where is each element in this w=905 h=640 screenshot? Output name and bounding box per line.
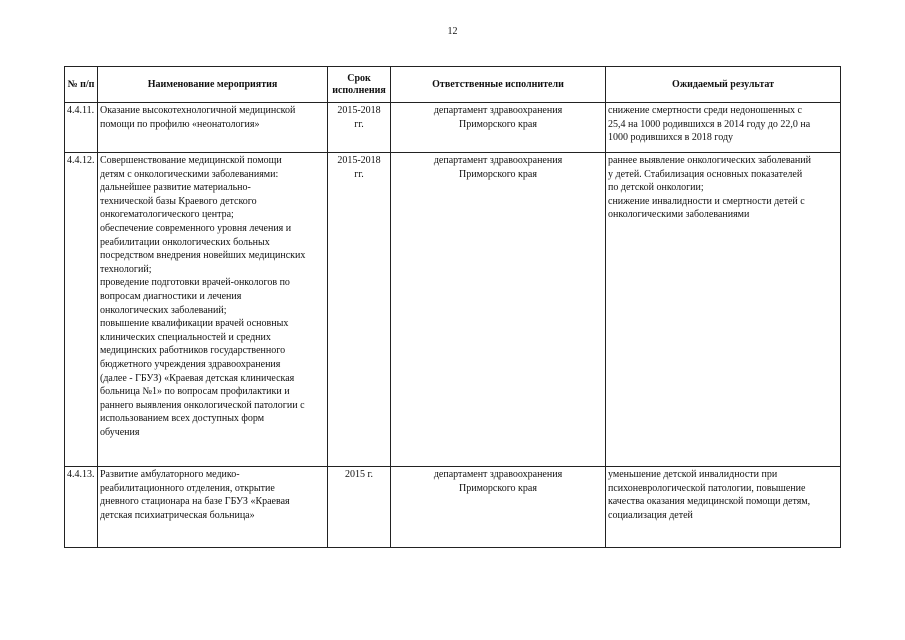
name-line: Развитие амбулаторного медико- [100, 469, 240, 480]
row-name [98, 103, 328, 153]
name-line: обеспечение современного уровня лечения и [100, 222, 292, 234]
row-term [328, 467, 391, 548]
name-line: (далее - ГБУЗ) «Краевая детская клиническая [100, 372, 295, 384]
result-line: 1000 родившихся в 2018 году [608, 132, 734, 144]
name-line: проведение подготовки врачей-онкологов по [100, 277, 290, 289]
table-header-row [65, 67, 841, 103]
row-responsible [391, 153, 606, 467]
measures-table [64, 66, 841, 548]
term-line: гг. [354, 168, 364, 180]
name-line: детям с онкологическими заболеваниями: [100, 168, 279, 180]
result-line: онкологическими заболеваниями [608, 209, 750, 221]
table-row [65, 103, 841, 153]
row-responsible [391, 467, 606, 548]
name-line: медицинских работников государственного [100, 345, 286, 357]
term-line: 2015 г. [345, 469, 373, 480]
resp-line: департамент здравоохранения [433, 469, 563, 480]
result-line: по детской онкологии; [608, 182, 704, 194]
name-line: детская психиатрическая больница» [100, 509, 255, 521]
name-line: технической базы Краевого детского [100, 195, 257, 207]
name-line: клинических специальностей и средних [100, 331, 271, 343]
row-term [328, 153, 391, 467]
name-line: реабилитации онкологических больных [100, 236, 270, 248]
name-line: посредством внедрения новейших медицинских [100, 250, 306, 262]
row-responsible [391, 103, 606, 153]
name-line: онкологических заболеваний; [100, 304, 227, 316]
resp-line: Приморского края [459, 118, 537, 130]
result-line: социализация детей [608, 509, 693, 521]
term-line: 2015-2018 [337, 105, 381, 116]
name-line: дневного стационара на базе ГБУЗ «Краевая [100, 496, 290, 508]
row-num: 4.4.11. [65, 103, 98, 153]
resp-line: департамент здравоохранения [433, 155, 563, 166]
header-term-line1: Срок [347, 72, 371, 84]
table-row [65, 153, 841, 467]
name-line: онкогематологического центра; [100, 209, 234, 221]
name-line: бюджетного учреждения здравоохранения [100, 358, 281, 370]
name-line: помощи по профилю «неонатология» [100, 118, 260, 130]
row-result [606, 153, 841, 467]
row-num: 4.4.12. [65, 153, 98, 467]
name-line: дальнейшее развитие материально- [100, 182, 251, 194]
result-line: раннее выявление онкологических заболеваний [608, 155, 811, 166]
result-line: психоневрологической патологии, повышение [608, 482, 806, 494]
result-line: качества оказания медицинской помощи детям, [608, 496, 811, 508]
header-name: Наименование мероприятия [98, 67, 328, 103]
term-line: гг. [354, 118, 364, 130]
row-result [606, 103, 841, 153]
term-line: 2015-2018 [337, 155, 381, 166]
name-line: повышение квалификации врачей основных [100, 318, 289, 330]
name-line: реабилитационного отделения, открытие [100, 482, 275, 494]
header-result: Ожидаемый результат [606, 67, 841, 103]
row-result [606, 467, 841, 548]
name-line: раннего выявления онкологической патологии с [100, 399, 305, 411]
result-line: снижение инвалидности и смертности детей с [608, 195, 805, 207]
row-num: 4.4.13. [65, 467, 98, 548]
name-line: технологий; [100, 263, 152, 275]
name-line: Оказание высокотехнологичной медицинской [100, 105, 296, 116]
name-line: использованием всех доступных форм [100, 413, 265, 425]
table-row [65, 467, 841, 548]
result-line: 25,4 на 1000 родившихся в 2014 году до 22,0 на [608, 118, 811, 130]
header-responsible: Ответственные исполнители [391, 67, 606, 103]
resp-line: Приморского края [459, 482, 537, 494]
resp-line: департамент здравоохранения [433, 105, 563, 116]
name-line: больница №1» по вопросам профилактики и [100, 386, 290, 398]
row-term [328, 103, 391, 153]
result-line: снижение смертности среди недоношенных с [608, 105, 802, 116]
result-line: у детей. Стабилизация основных показателей [608, 168, 803, 180]
header-num: № п/п [65, 67, 98, 103]
name-line: обучения [100, 426, 140, 438]
page-number: 12 [447, 26, 458, 37]
header-term-line2: исполнения [332, 84, 386, 96]
name-line: вопросам диагностики и лечения [100, 290, 242, 302]
header-term [328, 67, 391, 103]
row-name [98, 467, 328, 548]
result-line: уменьшение детской инвалидности при [608, 469, 778, 480]
row-name [98, 153, 328, 467]
name-line: Совершенствование медицинской помощи [100, 155, 282, 166]
resp-line: Приморского края [459, 168, 537, 180]
